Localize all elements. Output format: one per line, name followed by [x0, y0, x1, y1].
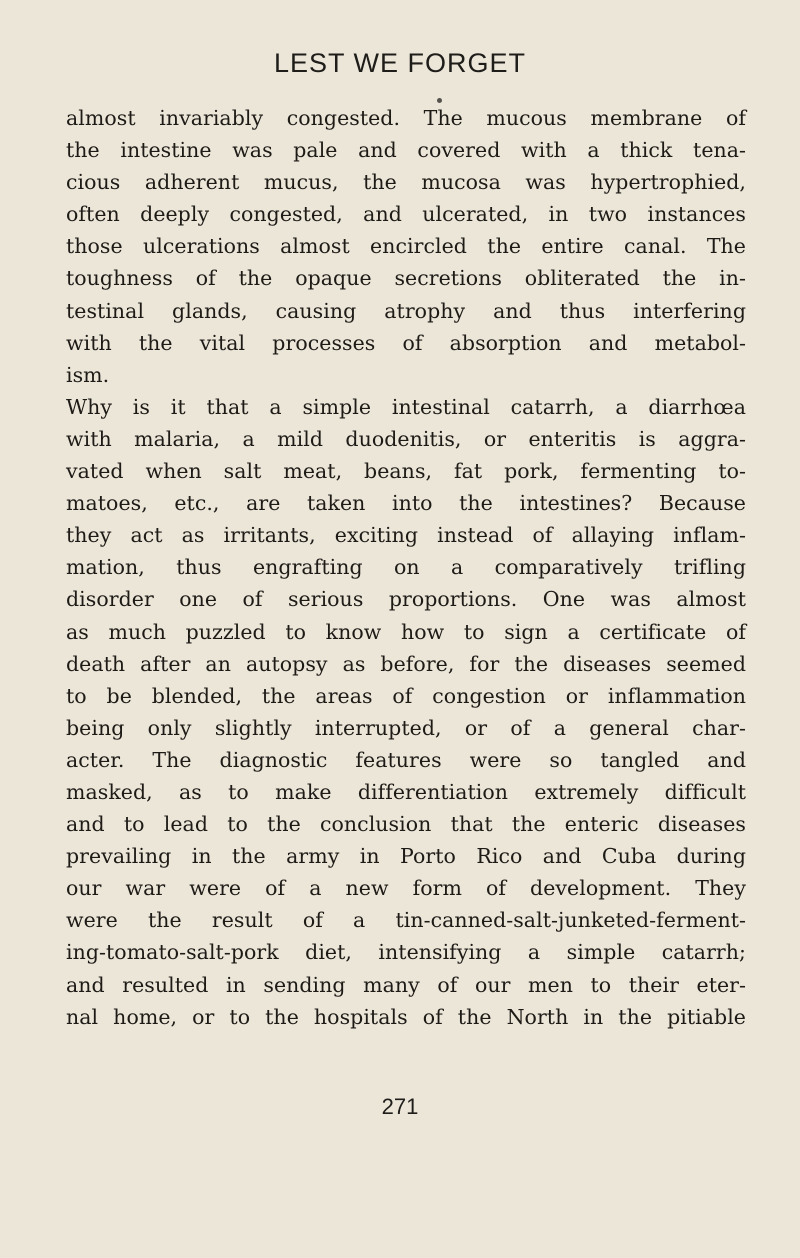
page-number: 271 [381, 1094, 419, 1119]
text-line: they act as irritants, exciting instead of allaying inflam- [66, 523, 746, 548]
text-line: Why is it that a simple intestinal catarrh, a diarrhœa [66, 394, 746, 419]
text-line: cious adherent mucus, the mucosa was hypertrophied, [66, 170, 746, 195]
text-line: and resulted in sending many of our men to their eter- [66, 972, 746, 997]
text-line: our war were of a new form of development. They [66, 876, 746, 901]
text-line: the intestine was pale and covered with a thick tena- [66, 138, 746, 163]
text-line: vated when salt meat, beans, fat pork, fermenting to- [66, 459, 746, 484]
text-line: death after an autopsy as before, for the diseases seemed [66, 651, 746, 676]
text-line: and to lead to the conclusion that the enteric diseases [66, 812, 746, 837]
text-line: were the result of a tin-canned-salt-junketed-ferment- [66, 908, 746, 933]
text-line: with the vital processes of absorption and metabol- [66, 330, 746, 355]
text-line: toughness of the opaque secretions obliterated the in- [66, 266, 746, 291]
text-line: often deeply congested, and ulcerated, in two instances [66, 202, 746, 227]
text-line: being only slightly interrupted, or of a general char- [66, 715, 746, 740]
running-head: LEST WE FORGET [273, 48, 527, 78]
text-line: as much puzzled to know how to sign a certificate of [66, 619, 746, 644]
text-line: disorder one of serious proportions. One was almost [66, 587, 746, 612]
text-line: matoes, etc., are taken into the intestines? Because [66, 491, 746, 516]
text-line: with malaria, a mild duodenitis, or enteritis is aggra- [66, 426, 746, 451]
text-line: ism. [66, 362, 110, 387]
text-line: prevailing in the army in Porto Rico and Cuba during [66, 844, 746, 869]
text-line: those ulcerations almost encircled the entire canal. The [66, 234, 746, 259]
text-line: masked, as to make differentiation extremely difficult [66, 779, 746, 804]
text-line: testinal glands, causing atrophy and thus interfering [66, 298, 746, 323]
text-line: nal home, or to the hospitals of the North in the pitiable [66, 1004, 746, 1029]
text-line: mation, thus engrafting on a comparatively trifling [66, 555, 746, 580]
text-line: acter. The diagnostic features were so tangled and [66, 747, 746, 772]
text-line: almost invariably congested. The mucous membrane of [66, 106, 746, 130]
text-line: to be blended, the areas of congestion or inflammation [66, 683, 746, 708]
text-line: ing-tomato-salt-pork diet, intensifying a simple catarrh; [66, 940, 746, 965]
body-text [66, 102, 746, 1033]
